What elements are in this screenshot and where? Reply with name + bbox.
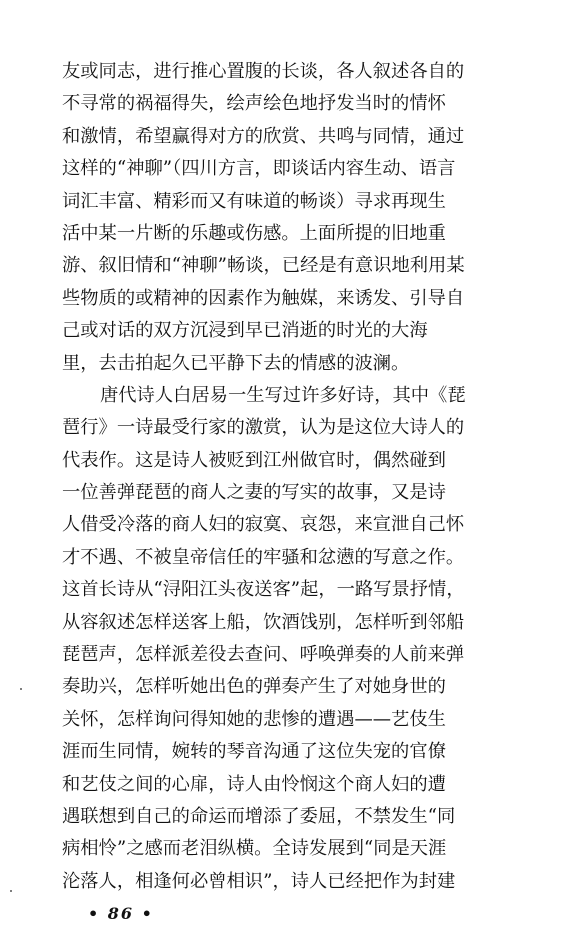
- text-line: 才不遇、不被皇帝信任的牢骚和忿懑的写意之作。: [62, 546, 465, 568]
- text-line: 关怀，怎样询问得知她的悲惨的遭遇——艺伎生: [62, 708, 446, 730]
- text-line: 不寻常的祸福得失，绘声绘色地抒发当时的情怀: [62, 93, 446, 115]
- text-line: 己或对话的双方沉浸到早已消逝的时光的大海: [62, 320, 428, 342]
- scan-speck: [10, 890, 12, 892]
- text-line: 奏助兴，怎样听她出色的弹奏产生了对她身世的: [62, 676, 446, 698]
- text-line: 一位善弹琵琶的商人之妻的写实的故事，又是诗: [62, 482, 446, 504]
- text-line: 从容叙述怎样送客上船，饮酒饯别，怎样听到邻船: [62, 611, 465, 633]
- text-line: 和激情，希望赢得对方的欣赏、共鸣与同情，通过: [62, 125, 465, 147]
- text-line: 游、叙旧情和“神聊”畅谈，已经是有意识地利用某: [62, 255, 465, 277]
- text-line: 这样的“神聊”（四川方言，即谈话内容生动、语言: [62, 158, 456, 180]
- text-line: 友或同志，进行推心置腹的长谈，各人叙述各自的: [62, 61, 465, 82]
- text-line: 词汇丰富、精彩而又有味道的畅谈）寻求再现生: [62, 190, 446, 212]
- text-line: 这首长诗从“浔阳江头夜送客”起，一路写景抒情，: [62, 579, 465, 601]
- scan-speck: [20, 688, 22, 690]
- text-line: 遇联想到自己的命运而增添了委屈，不禁发生“同: [62, 805, 456, 827]
- text-line: 琵琶声，怎样派差役去查问、呼唤弹奏的人前来弹: [62, 644, 465, 666]
- text-line: 涯而生同情，婉转的琴音沟通了这位失宠的官僚: [62, 741, 446, 763]
- text-line: 琶行》一诗最受行家的激赏，认为是这位大诗人的: [62, 417, 465, 439]
- text-line: 唐代诗人白居易一生写过许多好诗，其中《琵: [100, 384, 466, 406]
- text-line: 和艺伎之间的心扉，诗人由怜悯这个商人妇的遭: [62, 773, 446, 795]
- paragraph-1: [62, 56, 522, 380]
- page-number: • 86 •: [88, 904, 154, 923]
- page-body: [62, 56, 522, 898]
- text-line: 代表作。这是诗人被贬到江州做官时，偶然碰到: [62, 449, 446, 471]
- text-line: 些物质的或精神的因素作为触媒，来诱发、引导自: [62, 287, 465, 309]
- text-line: 活中某一片断的乐趣或伤感。上面所提的旧地重: [62, 222, 446, 244]
- text-line: 病相怜”之感而老泪纵横。全诗发展到“同是天涯: [62, 838, 447, 860]
- paragraph-2: [62, 380, 522, 898]
- text-line: 沦落人，相逢何必曾相识”，诗人已经把作为封建: [62, 870, 456, 892]
- text-line: 里，去击拍起久已平静下去的情感的波澜。: [62, 352, 410, 374]
- text-line: 人借受冷落的商人妇的寂寞、哀怨，来宣泄自己怀: [62, 514, 465, 536]
